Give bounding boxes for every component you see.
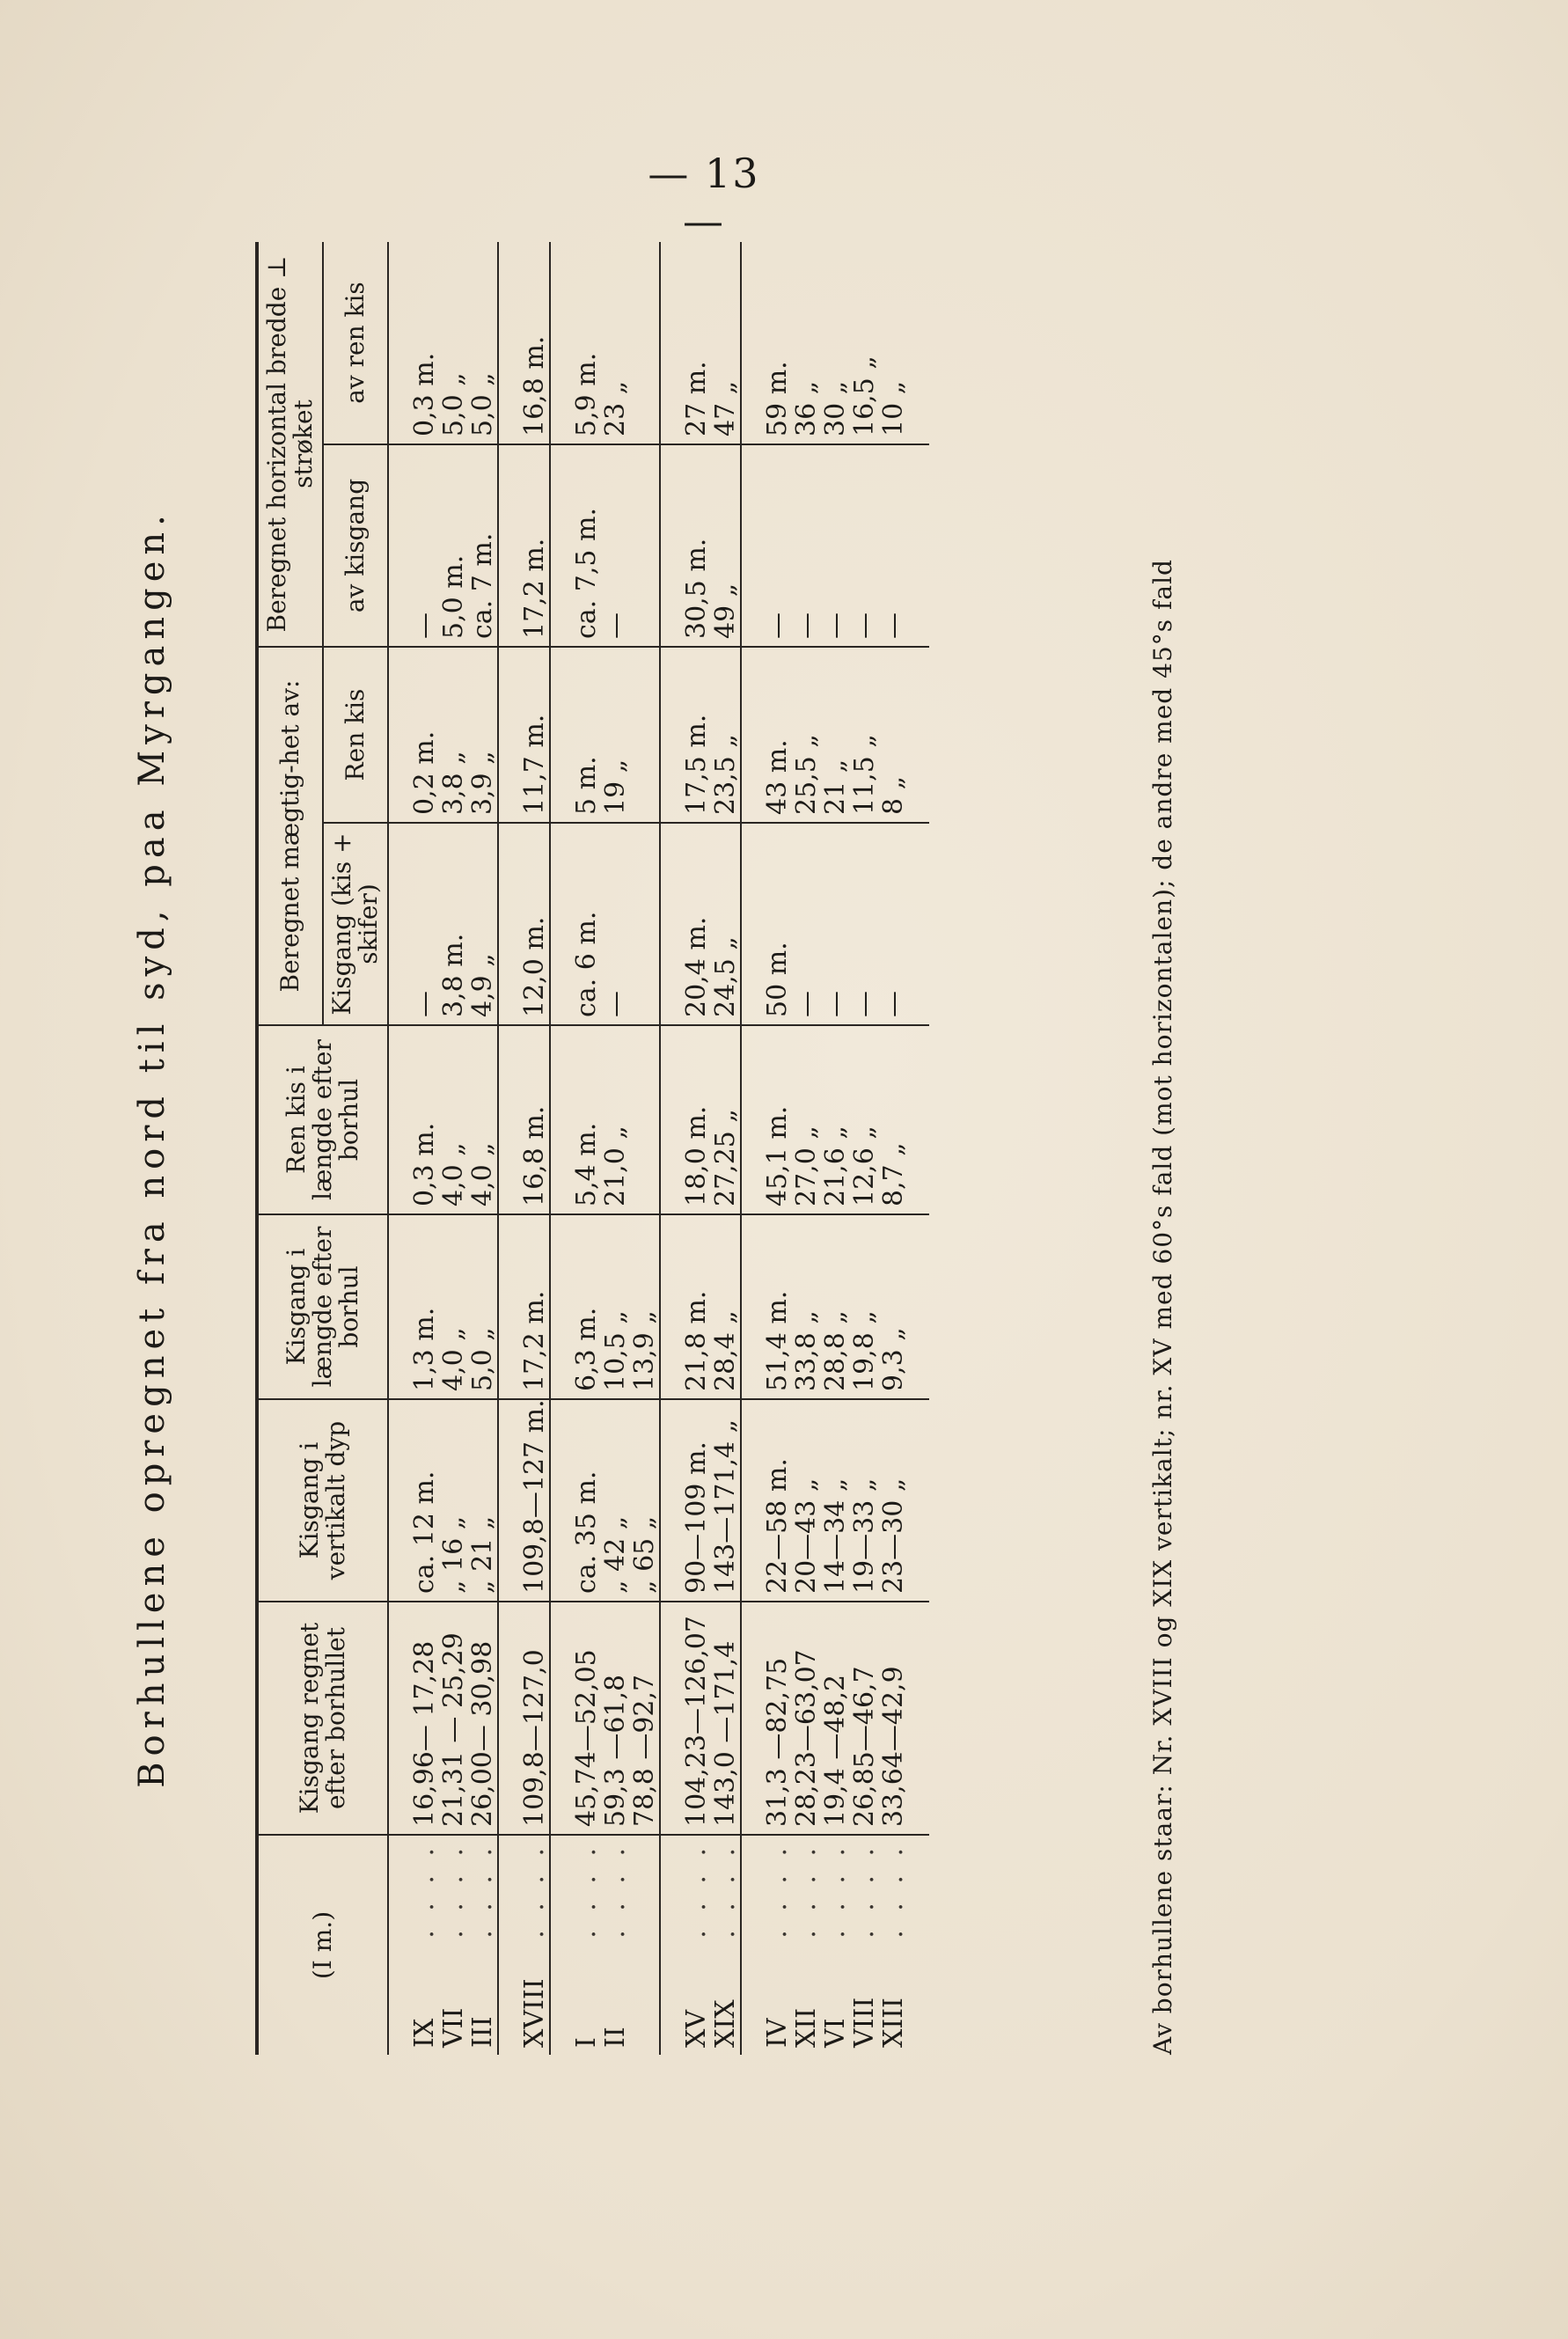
cell-value: 5,0 „ <box>467 1327 498 1391</box>
header-ren-kis-laengde: Ren kis i længde efter borhul <box>257 1025 388 1214</box>
cell-value: 11,7 m. <box>519 714 550 815</box>
cell-maegtighet-kisgang <box>572 823 660 1025</box>
borehole-label: XVIII <box>519 1978 550 2048</box>
borehole-labels <box>520 1835 550 2055</box>
borehole-labels <box>682 1835 741 2055</box>
cell-value: 12,6 „ <box>849 1126 880 1206</box>
cell-value: 16,96— 17,28 <box>409 1640 440 1827</box>
cell-value: 16,8 m. <box>519 335 550 436</box>
borehole-label: IV <box>762 2018 793 2048</box>
cell-value: — <box>600 612 631 639</box>
cell-value: — <box>849 612 880 639</box>
cell-value: 5,0 m. <box>438 554 469 639</box>
cell-value: 10,5 „ <box>600 1310 631 1391</box>
cell-value: 6,3 m. <box>571 1307 602 1391</box>
header-bredde-kisgang: av kisgang <box>323 444 388 647</box>
borehole-label: II <box>600 2027 631 2048</box>
cell-maegtighet-kisgang <box>763 823 908 1025</box>
cell-value: — <box>600 991 631 1017</box>
cell-kisgang-regnet <box>410 1602 498 1835</box>
table-body <box>388 242 929 2055</box>
cell-value: 1,3 m. <box>409 1307 440 1391</box>
cell-value: 26,85—46,7 <box>849 1666 880 1827</box>
cell-kisgang-vertikalt <box>520 1399 550 1602</box>
table-row <box>763 242 908 2055</box>
cell-ren-kis-laengde <box>410 1025 498 1214</box>
cell-value: 30,5 m. <box>681 538 712 639</box>
cell-value: 28,23—63,07 <box>791 1649 822 1827</box>
cell-value: 5,9 m. <box>571 352 602 436</box>
cell-value: 8 „ <box>878 775 909 815</box>
cell-value: ca. 12 m. <box>409 1470 440 1594</box>
cell-value: 10 „ <box>878 380 909 436</box>
cell-bredde-ren <box>520 242 550 444</box>
page-number: — 13 — <box>648 150 760 245</box>
cell-maegtighet-ren <box>520 647 550 823</box>
cell-value: 59 m. <box>762 361 793 436</box>
leader-dots: . . . . <box>571 1843 602 1939</box>
cell-value: — <box>791 991 822 1017</box>
group-separator <box>388 242 410 2055</box>
cell-value: 12,0 m. <box>519 916 550 1017</box>
footnote: Av borhullene staar: Nr. XVIII og XIX vertikalt; nr. XV med 60°s fald (mot horizontalen); de andre med 45°s fald <box>1148 559 1177 2055</box>
leader-dots: . . . . <box>878 1843 909 1939</box>
cell-value: 51,4 m. <box>762 1290 793 1391</box>
cell-kisgang-vertikalt <box>572 1399 660 1602</box>
cell-maegtighet-kisgang <box>410 823 498 1025</box>
cell-kisgang-laengde <box>520 1214 550 1399</box>
borehole-label: XIX <box>710 1999 741 2048</box>
cell-value: 3,8 „ <box>438 751 469 815</box>
cell-value: — <box>791 612 822 639</box>
cell-value: 21,0 „ <box>600 1126 631 1206</box>
cell-value: 4,0 „ <box>438 1327 469 1391</box>
cell-value: 17,2 m. <box>519 538 550 639</box>
borehole-label: VII <box>438 2007 469 2048</box>
cell-value: 20,4 m. <box>681 916 712 1017</box>
cell-value: 20—43 „ <box>791 1477 822 1594</box>
cell-kisgang-regnet <box>572 1602 660 1835</box>
cell-value: 21,8 m. <box>681 1290 712 1391</box>
leader-dots: . . . . <box>409 1843 440 1939</box>
cell-bredde-ren <box>763 242 908 444</box>
group-separator <box>660 242 682 2055</box>
cell-value: 21,6 „ <box>820 1126 851 1206</box>
cell-value: 78,8 —92,7 <box>629 1674 660 1827</box>
cell-value: „ 16 „ <box>438 1515 469 1594</box>
cell-value: 17,2 m. <box>519 1290 550 1391</box>
cell-kisgang-vertikalt <box>682 1399 741 1602</box>
cell-value: 24,5 „ <box>710 936 741 1017</box>
cell-value: 22—58 m. <box>762 1458 793 1594</box>
cell-maegtighet-ren <box>572 647 660 823</box>
cell-value: 45,74—52,05 <box>571 1649 602 1827</box>
cell-value: 30 „ <box>820 380 851 436</box>
group-separator <box>498 242 520 2055</box>
cell-bredde-ren <box>682 242 741 444</box>
cell-value: 90—109 m. <box>681 1441 712 1594</box>
cell-value: 26,00— 30,98 <box>467 1640 498 1827</box>
cell-value: ca. 7,5 m. <box>571 508 602 639</box>
cell-value: 16,5 „ <box>849 356 880 436</box>
cell-value: 19 „ <box>600 759 631 815</box>
cell-value: 143—171,4 „ <box>710 1419 741 1594</box>
cell-value: 11,5 „ <box>849 734 880 815</box>
cell-value: 17,5 m. <box>681 714 712 815</box>
cell-value: 28,4 „ <box>710 1310 741 1391</box>
cell-value: ca. 7 m. <box>467 532 498 639</box>
cell-value: 5,0 „ <box>438 372 469 436</box>
cell-value: 21 „ <box>820 759 851 815</box>
cell-maegtighet-ren <box>682 647 741 823</box>
cell-value: 43 m. <box>762 739 793 815</box>
cell-value: — <box>820 612 851 639</box>
cell-value: 23,5 „ <box>710 734 741 815</box>
cell-maegtighet-ren <box>410 647 498 823</box>
header-bredde-group: Beregnet horizontal bredde ⊥ strøket <box>257 242 323 647</box>
group-separator <box>741 242 763 2055</box>
cell-value: 25,5 „ <box>791 734 822 815</box>
cell-ren-kis-laengde <box>763 1025 908 1214</box>
cell-maegtighet-kisgang <box>682 823 741 1025</box>
cell-value <box>630 249 659 436</box>
borehole-label: VI <box>820 2018 851 2048</box>
header-maegtighet-group: Beregnet mægtig-het av: <box>257 647 323 1025</box>
leader-dots: . . . . <box>681 1843 712 1939</box>
borehole-label: XV <box>681 2009 712 2048</box>
cell-value: 45,1 m. <box>762 1105 793 1206</box>
cell-value: 36 „ <box>791 380 822 436</box>
cell-kisgang-regnet <box>520 1602 550 1835</box>
leader-dots: . . . . <box>820 1843 851 1939</box>
leader-dots: . . . . <box>467 1843 498 1939</box>
cell-value: 50 m. <box>762 942 793 1017</box>
cell-value: — <box>409 991 440 1017</box>
cell-value: 23 „ <box>600 380 631 436</box>
cell-value: — <box>762 612 793 639</box>
cell-value <box>630 831 659 1017</box>
cell-value: 14—34 „ <box>820 1477 851 1594</box>
header-kisgang-regnet: Kisgang regnet efter borhullet <box>257 1602 388 1835</box>
cell-value: 0,3 m. <box>409 352 440 436</box>
cell-value: 0,3 m. <box>409 1122 440 1206</box>
cell-value: — <box>820 991 851 1017</box>
cell-kisgang-regnet <box>682 1602 741 1835</box>
cell-kisgang-laengde <box>410 1214 498 1399</box>
cell-value: 109,8—127 m. <box>519 1399 550 1594</box>
cell-kisgang-laengde <box>763 1214 908 1399</box>
cell-value: 13,9 „ <box>629 1310 660 1391</box>
cell-value: 109,8—127,0 <box>519 1649 550 1827</box>
cell-kisgang-laengde <box>572 1214 660 1399</box>
borehole-table <box>255 242 929 2055</box>
header-kisgang-vertikalt: Kisgang i vertikalt dyp <box>257 1399 388 1602</box>
cell-value: 0,2 m. <box>409 730 440 815</box>
cell-value: 143,0 —171,4 <box>710 1640 741 1827</box>
cell-kisgang-regnet <box>763 1602 908 1835</box>
cell-bredde-kisgang <box>572 444 660 647</box>
cell-value: 16,8 m. <box>519 1105 550 1206</box>
cell-value <box>630 1033 659 1206</box>
cell-value: 59,3 —61,8 <box>600 1674 631 1827</box>
borehole-label: IX <box>409 2018 440 2048</box>
cell-value: „ 42 „ <box>600 1515 631 1594</box>
cell-value: „ 65 „ <box>629 1515 660 1594</box>
leader-dots: . . . . <box>438 1843 469 1939</box>
cell-value: 5 m. <box>571 756 602 815</box>
cell-bredde-kisgang <box>682 444 741 647</box>
borehole-label: XII <box>791 2007 822 2048</box>
cell-value <box>630 452 659 639</box>
header-bredde-ren: av ren kis <box>323 242 388 444</box>
cell-ren-kis-laengde <box>520 1025 550 1214</box>
cell-value: 27 m. <box>681 361 712 436</box>
borehole-labels <box>763 1835 908 2055</box>
borehole-label: I <box>571 2037 602 2048</box>
table-row <box>410 242 498 2055</box>
group-separator <box>550 242 572 2055</box>
cell-value: 9,3 „ <box>878 1327 909 1391</box>
cell-value: — <box>878 991 909 1017</box>
cell-value: 33,64—42,9 <box>878 1666 909 1827</box>
borehole-labels <box>410 1835 498 2055</box>
header-label: (I m.) <box>257 1835 388 2055</box>
cell-value: ca. 6 m. <box>571 911 602 1017</box>
table-end <box>908 242 929 2055</box>
cell-value: 27,0 „ <box>791 1126 822 1206</box>
cell-value: 33,8 „ <box>791 1310 822 1391</box>
cell-value: 4,0 „ <box>467 1142 498 1206</box>
borehole-labels <box>572 1835 660 2055</box>
borehole-label: III <box>467 2016 498 2048</box>
leader-dots: . . . . <box>762 1843 793 1939</box>
cell-value: 49 „ <box>710 583 741 639</box>
cell-kisgang-vertikalt <box>410 1399 498 1602</box>
cell-bredde-kisgang <box>410 444 498 647</box>
cell-value: 31,3 —82,75 <box>762 1657 793 1827</box>
cell-kisgang-laengde <box>682 1214 741 1399</box>
cell-value: 28,8 „ <box>820 1310 851 1391</box>
cell-bredde-kisgang <box>763 444 908 647</box>
cell-value: 4,0 „ <box>438 1142 469 1206</box>
header-kisgang-laengde: Kisgang i længde efter borhul <box>257 1214 388 1399</box>
header-maegtighet-kisgang: Kisgang (kis + skifer) <box>323 823 388 1025</box>
cell-value: „ 21 „ <box>467 1515 498 1594</box>
borehole-label: VIII <box>849 1997 880 2048</box>
cell-value: 21,31 — 25,29 <box>438 1632 469 1827</box>
cell-value: 19,8 „ <box>849 1310 880 1391</box>
table-row <box>572 242 660 2055</box>
cell-bredde-ren <box>572 242 660 444</box>
cell-value: ca. 35 m. <box>571 1470 602 1594</box>
rotated-content <box>132 242 1197 2055</box>
cell-value: 19—33 „ <box>849 1477 880 1594</box>
cell-value: 8,7 „ <box>878 1142 909 1206</box>
leader-dots: . . . . <box>519 1843 550 1939</box>
cell-maegtighet-ren <box>763 647 908 823</box>
cell-ren-kis-laengde <box>682 1025 741 1214</box>
cell-value: 5,0 „ <box>467 372 498 436</box>
page-title: Borhullene opregnet fra nord til syd, paa Myrgangen. <box>132 509 172 1788</box>
table-row <box>520 242 550 2055</box>
cell-kisgang-vertikalt <box>763 1399 908 1602</box>
cell-maegtighet-kisgang <box>520 823 550 1025</box>
leader-dots: . . . . <box>791 1843 822 1939</box>
cell-value: 4,9 „ <box>467 953 498 1017</box>
cell-value: 18,0 m. <box>681 1105 712 1206</box>
cell-value: 104,23—126,07 <box>681 1616 712 1827</box>
cell-value: 19,4 —48,2 <box>820 1674 851 1827</box>
cell-ren-kis-laengde <box>572 1025 660 1214</box>
cell-value <box>630 655 659 815</box>
header-maegtighet-ren: Ren kis <box>323 647 388 823</box>
leader-dots: . . . . <box>710 1843 741 1939</box>
cell-value: 3,9 „ <box>467 751 498 815</box>
cell-value: 5,4 m. <box>571 1122 602 1206</box>
cell-value: 23—30 „ <box>878 1477 909 1594</box>
cell-value: 27,25 „ <box>710 1109 741 1206</box>
cell-bredde-ren <box>410 242 498 444</box>
table-row <box>682 242 741 2055</box>
leader-dots: . . . . <box>849 1843 880 1939</box>
cell-value: — <box>849 991 880 1017</box>
cell-bredde-kisgang <box>520 444 550 647</box>
cell-value: — <box>878 612 909 639</box>
cell-value: 3,8 m. <box>438 933 469 1017</box>
cell-value: — <box>409 612 440 639</box>
leader-dots: . . . . <box>600 1843 631 1939</box>
cell-value: 47 „ <box>710 380 741 436</box>
borehole-label: XIII <box>878 1998 909 2048</box>
